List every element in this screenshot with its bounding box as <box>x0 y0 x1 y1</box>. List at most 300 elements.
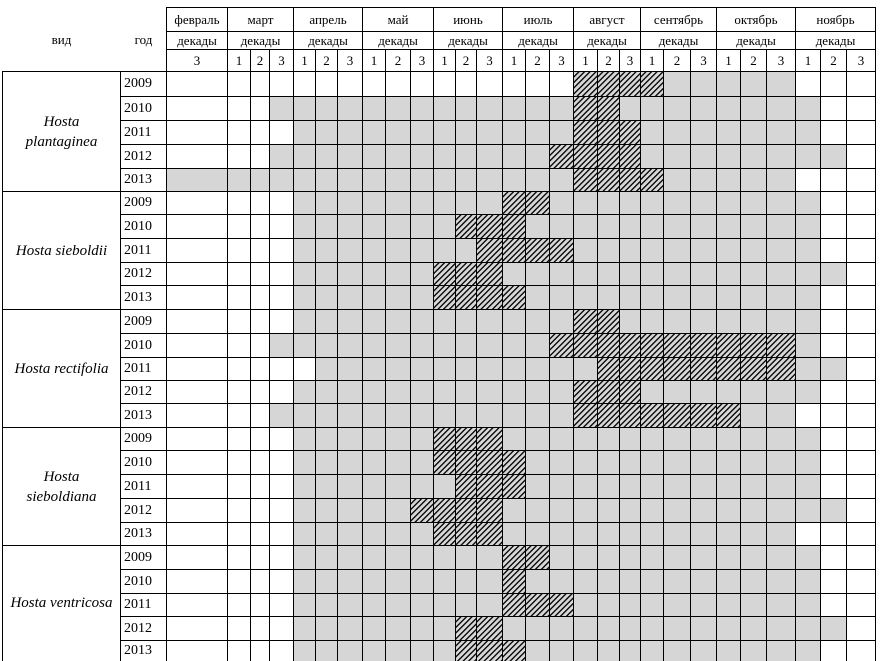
cell-hosta-plantaginea-2013-15 <box>525 168 550 192</box>
cell-hosta-sieboldii-2013-25 <box>766 285 796 310</box>
cell-hosta-ventricosa-2010-15 <box>525 569 550 594</box>
cell-hosta-rectifolia-2009-9 <box>385 309 411 334</box>
decade-number-8: 2 <box>394 52 402 68</box>
grid-vline <box>740 49 741 661</box>
cell-hosta-ventricosa-2009-13 <box>476 545 503 570</box>
cell-hosta-plantaginea-2012-7 <box>337 144 363 169</box>
cell-hosta-ventricosa-2011-21 <box>663 593 691 617</box>
cell-hosta-sieboldiana-2012-6 <box>315 498 338 523</box>
cell-hosta-sieboldii-2011-25 <box>766 238 796 263</box>
cell-hosta-sieboldiana-2010-17 <box>573 450 598 475</box>
cell-hosta-plantaginea-2012-5 <box>293 144 316 169</box>
cell-hosta-sieboldiana-2012-12 <box>455 498 477 523</box>
cell-hosta-ventricosa-2009-17 <box>573 545 598 570</box>
decades-header-4: декады <box>448 32 488 48</box>
cell-hosta-ventricosa-2013-17 <box>573 640 598 661</box>
year-label: 2012 <box>124 620 152 636</box>
grid-hline <box>120 191 876 192</box>
cell-hosta-rectifolia-2011-24 <box>740 357 767 381</box>
cell-hosta-ventricosa-2012-20 <box>640 616 664 641</box>
cell-hosta-sieboldiana-2009-10 <box>410 427 434 451</box>
cell-hosta-sieboldii-2012-12 <box>455 262 477 286</box>
cell-hosta-sieboldii-2009-9 <box>385 191 411 215</box>
cell-hosta-sieboldii-2010-9 <box>385 214 411 239</box>
grid-vline <box>455 49 456 661</box>
cell-hosta-rectifolia-2009-18 <box>597 309 620 334</box>
cell-hosta-rectifolia-2009-24 <box>740 309 767 334</box>
month-header-1: март <box>247 11 274 27</box>
cell-hosta-sieboldii-2013-21 <box>663 285 691 310</box>
cell-hosta-ventricosa-2010-23 <box>716 569 741 594</box>
cell-hosta-ventricosa-2010-11 <box>433 569 456 594</box>
cell-hosta-sieboldii-2009-26 <box>795 191 821 215</box>
cell-hosta-sieboldii-2012-27 <box>820 262 847 286</box>
cell-hosta-plantaginea-2011-7 <box>337 120 363 145</box>
cell-hosta-sieboldiana-2013-12 <box>455 522 477 546</box>
cell-hosta-sieboldiana-2011-11 <box>433 474 456 499</box>
year-label: 2011 <box>124 361 152 376</box>
cell-hosta-rectifolia-2013-14 <box>502 403 526 428</box>
cell-hosta-sieboldiana-2009-26 <box>795 427 821 451</box>
cell-hosta-ventricosa-2010-14 <box>502 569 526 594</box>
cell-hosta-ventricosa-2011-17 <box>573 593 598 617</box>
cell-hosta-rectifolia-2012-24 <box>740 380 767 404</box>
cell-hosta-sieboldii-2013-16 <box>549 285 574 310</box>
month-divider <box>227 7 228 661</box>
cell-hosta-sieboldii-2013-13 <box>476 285 503 310</box>
cell-hosta-rectifolia-2011-21 <box>663 357 691 381</box>
month-header-5: июль <box>523 11 553 27</box>
cell-hosta-sieboldiana-2011-18 <box>597 474 620 499</box>
cell-hosta-ventricosa-2013-6 <box>315 640 338 661</box>
cell-hosta-plantaginea-2009-25 <box>766 71 796 97</box>
cell-hosta-plantaginea-2013-3 <box>250 168 270 192</box>
cell-hosta-rectifolia-2012-21 <box>663 380 691 404</box>
cell-hosta-rectifolia-2010-26 <box>795 333 821 358</box>
cell-hosta-ventricosa-2009-19 <box>619 545 641 570</box>
cell-hosta-ventricosa-2010-16 <box>549 569 574 594</box>
cell-hosta-sieboldii-2010-23 <box>716 214 741 239</box>
cell-hosta-rectifolia-2012-20 <box>640 380 664 404</box>
cell-hosta-ventricosa-2011-19 <box>619 593 641 617</box>
cell-hosta-plantaginea-2012-10 <box>410 144 434 169</box>
cell-hosta-plantaginea-2011-21 <box>663 120 691 145</box>
cell-hosta-sieboldiana-2013-10 <box>410 522 434 546</box>
cell-hosta-sieboldiana-2010-20 <box>640 450 664 475</box>
cell-hosta-sieboldiana-2010-13 <box>476 450 503 475</box>
cell-hosta-plantaginea-2011-15 <box>525 120 550 145</box>
cell-hosta-rectifolia-2013-16 <box>549 403 574 428</box>
species-label: Hosta plantaginea <box>25 113 98 150</box>
cell-hosta-sieboldii-2009-13 <box>476 191 503 215</box>
month-divider <box>433 7 434 661</box>
cell-hosta-plantaginea-2012-21 <box>663 144 691 169</box>
year-label: 2013 <box>124 407 152 423</box>
cell-hosta-ventricosa-2010-17 <box>573 569 598 594</box>
cell-hosta-rectifolia-2012-8 <box>362 380 386 404</box>
cell-hosta-rectifolia-2010-21 <box>663 333 691 358</box>
cell-hosta-sieboldiana-2013-15 <box>525 522 550 546</box>
cell-hosta-rectifolia-2011-12 <box>455 357 477 381</box>
cell-hosta-sieboldii-2012-5 <box>293 262 316 286</box>
cell-hosta-ventricosa-2012-19 <box>619 616 641 641</box>
cell-hosta-sieboldiana-2011-17 <box>573 474 598 499</box>
cell-hosta-rectifolia-2011-8 <box>362 357 386 381</box>
grid-hline <box>120 427 876 428</box>
grid-hline <box>120 144 876 145</box>
cell-hosta-plantaginea-2010-21 <box>663 96 691 121</box>
cell-hosta-ventricosa-2012-7 <box>337 616 363 641</box>
cell-hosta-ventricosa-2013-26 <box>795 640 821 661</box>
cell-hosta-plantaginea-2013-19 <box>619 168 641 192</box>
decade-number-10: 1 <box>441 52 448 68</box>
cell-hosta-ventricosa-2010-26 <box>795 569 821 594</box>
cell-hosta-plantaginea-2010-25 <box>766 96 796 121</box>
grid-vline <box>166 7 167 661</box>
cell-hosta-ventricosa-2012-23 <box>716 616 741 641</box>
cell-hosta-sieboldii-2011-6 <box>315 238 338 263</box>
cell-hosta-sieboldii-2009-10 <box>410 191 434 215</box>
cell-hosta-plantaginea-2011-8 <box>362 120 386 145</box>
cell-hosta-sieboldiana-2013-16 <box>549 522 574 546</box>
cell-hosta-sieboldiana-2012-25 <box>766 498 796 523</box>
grid-hline <box>120 474 876 475</box>
cell-hosta-sieboldiana-2011-15 <box>525 474 550 499</box>
cell-hosta-sieboldiana-2009-21 <box>663 427 691 451</box>
cell-hosta-sieboldiana-2010-16 <box>549 450 574 475</box>
month-divider <box>502 7 503 661</box>
cell-hosta-plantaginea-2011-25 <box>766 120 796 145</box>
cell-hosta-sieboldii-2011-12 <box>455 238 477 263</box>
cell-hosta-rectifolia-2013-7 <box>337 403 363 428</box>
cell-hosta-sieboldii-2011-15 <box>525 238 550 263</box>
cell-hosta-ventricosa-2012-5 <box>293 616 316 641</box>
decade-number-26: 2 <box>830 52 837 68</box>
cell-hosta-rectifolia-2012-17 <box>573 380 598 404</box>
cell-hosta-sieboldiana-2013-6 <box>315 522 338 546</box>
cell-hosta-plantaginea-2010-14 <box>502 96 526 121</box>
cell-hosta-ventricosa-2011-23 <box>716 593 741 617</box>
grid-vline <box>337 49 338 661</box>
decade-number-14: 2 <box>534 52 541 68</box>
cell-hosta-ventricosa-2009-5 <box>293 545 316 570</box>
cell-hosta-sieboldiana-2012-13 <box>476 498 503 523</box>
cell-hosta-plantaginea-2013-20 <box>640 168 664 192</box>
decades-header-7: декады <box>658 32 699 48</box>
cell-hosta-rectifolia-2010-14 <box>502 333 526 358</box>
cell-hosta-sieboldii-2011-18 <box>597 238 620 263</box>
cell-hosta-sieboldii-2012-21 <box>663 262 691 286</box>
cell-hosta-rectifolia-2011-13 <box>476 357 503 381</box>
grid-hline <box>120 593 876 594</box>
cell-hosta-sieboldii-2013-22 <box>690 285 717 310</box>
cell-hosta-ventricosa-2011-25 <box>766 593 796 617</box>
cell-hosta-plantaginea-2012-15 <box>525 144 550 169</box>
cell-hosta-sieboldii-2010-8 <box>362 214 386 239</box>
cell-hosta-sieboldiana-2010-6 <box>315 450 338 475</box>
cell-hosta-sieboldiana-2012-15 <box>525 498 550 523</box>
cell-hosta-sieboldii-2012-15 <box>525 262 550 286</box>
cell-hosta-rectifolia-2009-16 <box>549 309 574 334</box>
cell-hosta-sieboldii-2010-19 <box>619 214 641 239</box>
cell-hosta-rectifolia-2013-10 <box>410 403 434 428</box>
cell-hosta-plantaginea-2012-13 <box>476 144 503 169</box>
cell-hosta-plantaginea-2013-10 <box>410 168 434 192</box>
cell-hosta-sieboldiana-2013-13 <box>476 522 503 546</box>
decade-number-23: 2 <box>750 52 757 68</box>
cell-hosta-sieboldii-2012-23 <box>716 262 741 286</box>
cell-hosta-ventricosa-2013-16 <box>549 640 574 661</box>
year-label: 2010 <box>124 454 152 470</box>
cell-hosta-rectifolia-2013-11 <box>433 403 456 428</box>
cell-hosta-ventricosa-2012-21 <box>663 616 691 641</box>
cell-hosta-ventricosa-2011-9 <box>385 593 411 617</box>
cell-hosta-sieboldii-2011-8 <box>362 238 386 263</box>
cell-hosta-plantaginea-2012-17 <box>573 144 598 169</box>
decade-number-22: 1 <box>725 52 732 68</box>
year-label: 2010 <box>124 337 152 353</box>
year-label: 2010 <box>124 573 152 589</box>
cell-hosta-sieboldii-2009-5 <box>293 191 316 215</box>
cell-hosta-sieboldii-2011-5 <box>293 238 316 263</box>
cell-hosta-sieboldiana-2009-12 <box>455 427 477 451</box>
cell-hosta-sieboldiana-2011-8 <box>362 474 386 499</box>
cell-hosta-rectifolia-2011-15 <box>525 357 550 381</box>
cell-hosta-ventricosa-2012-25 <box>766 616 796 641</box>
cell-hosta-sieboldii-2013-24 <box>740 285 767 310</box>
decades-header-1: декады <box>240 32 281 48</box>
cell-hosta-plantaginea-2013-4 <box>269 168 294 192</box>
cell-hosta-sieboldiana-2013-24 <box>740 522 767 546</box>
cell-hosta-sieboldiana-2010-14 <box>502 450 526 475</box>
year-label: 2012 <box>124 266 152 281</box>
cell-hosta-ventricosa-2010-9 <box>385 569 411 594</box>
cell-hosta-rectifolia-2011-9 <box>385 357 411 381</box>
grid-hline <box>120 403 876 404</box>
cell-hosta-sieboldiana-2012-24 <box>740 498 767 523</box>
cell-hosta-rectifolia-2011-25 <box>766 357 796 381</box>
cell-hosta-sieboldii-2009-15 <box>525 191 550 215</box>
cell-hosta-ventricosa-2013-19 <box>619 640 641 661</box>
cell-hosta-plantaginea-2013-23 <box>716 168 741 192</box>
decades-header-8: декады <box>736 32 776 48</box>
grid-vline <box>549 49 550 661</box>
grid-hline <box>120 569 876 570</box>
year-label: 2011 <box>124 124 152 140</box>
year-column-header: год <box>134 31 153 47</box>
cell-hosta-ventricosa-2012-10 <box>410 616 434 641</box>
cell-hosta-sieboldii-2013-11 <box>433 285 456 310</box>
cell-hosta-sieboldii-2013-17 <box>573 285 598 310</box>
month-header-9: ноябрь <box>816 11 855 27</box>
cell-hosta-ventricosa-2010-21 <box>663 569 691 594</box>
cell-hosta-sieboldiana-2009-24 <box>740 427 767 451</box>
cell-hosta-plantaginea-2009-24 <box>740 71 767 97</box>
grid-hline <box>120 309 876 310</box>
cell-hosta-ventricosa-2009-8 <box>362 545 386 570</box>
grid-hline <box>120 498 876 499</box>
cell-hosta-rectifolia-2012-10 <box>410 380 434 404</box>
cell-hosta-sieboldiana-2012-23 <box>716 498 741 523</box>
cell-hosta-plantaginea-2010-15 <box>525 96 550 121</box>
cell-hosta-rectifolia-2013-25 <box>766 403 796 428</box>
cell-hosta-plantaginea-2013-5 <box>293 168 316 192</box>
cell-hosta-rectifolia-2010-24 <box>740 333 767 358</box>
cell-hosta-sieboldiana-2011-26 <box>795 474 821 499</box>
cell-hosta-rectifolia-2013-17 <box>573 403 598 428</box>
decades-header-2: декады <box>308 32 348 48</box>
cell-hosta-plantaginea-2012-25 <box>766 144 796 169</box>
cell-hosta-ventricosa-2012-24 <box>740 616 767 641</box>
cell-hosta-rectifolia-2009-14 <box>502 309 526 334</box>
cell-hosta-sieboldii-2010-13 <box>476 214 503 239</box>
cell-hosta-ventricosa-2009-26 <box>795 545 821 570</box>
cell-hosta-plantaginea-2010-4 <box>269 96 294 121</box>
cell-hosta-plantaginea-2010-12 <box>455 96 477 121</box>
cell-hosta-rectifolia-2012-7 <box>337 380 363 404</box>
cell-hosta-sieboldiana-2012-8 <box>362 498 386 523</box>
grid-vline <box>766 49 767 661</box>
cell-hosta-sieboldii-2009-25 <box>766 191 796 215</box>
cell-hosta-sieboldiana-2010-7 <box>337 450 363 475</box>
cell-hosta-plantaginea-2013-11 <box>433 168 456 192</box>
cell-hosta-rectifolia-2009-19 <box>619 309 641 334</box>
cell-hosta-plantaginea-2012-12 <box>455 144 477 169</box>
cell-hosta-ventricosa-2012-14 <box>502 616 526 641</box>
cell-hosta-sieboldiana-2013-9 <box>385 522 411 546</box>
species-column-header: вид <box>51 31 72 47</box>
cell-hosta-rectifolia-2010-6 <box>315 333 338 358</box>
cell-hosta-sieboldiana-2011-7 <box>337 474 363 499</box>
cell-hosta-sieboldiana-2012-18 <box>597 498 620 523</box>
cell-hosta-rectifolia-2010-13 <box>476 333 503 358</box>
cell-hosta-ventricosa-2009-20 <box>640 545 664 570</box>
cell-hosta-sieboldiana-2011-24 <box>740 474 767 499</box>
cell-hosta-sieboldii-2012-22 <box>690 262 717 286</box>
year-label: 2011 <box>124 597 152 612</box>
cell-hosta-sieboldii-2009-12 <box>455 191 477 215</box>
cell-hosta-ventricosa-2009-16 <box>549 545 574 570</box>
cell-hosta-sieboldiana-2012-11 <box>433 498 456 523</box>
cell-hosta-ventricosa-2013-5 <box>293 640 316 661</box>
cell-hosta-sieboldiana-2012-20 <box>640 498 664 523</box>
cell-hosta-ventricosa-2012-27 <box>820 616 847 641</box>
cell-hosta-plantaginea-2010-23 <box>716 96 741 121</box>
cell-hosta-sieboldii-2011-16 <box>549 238 574 263</box>
grid-vline <box>820 49 821 661</box>
cell-hosta-plantaginea-2013-12 <box>455 168 477 192</box>
cell-hosta-plantaginea-2010-5 <box>293 96 316 121</box>
cell-hosta-sieboldiana-2009-6 <box>315 427 338 451</box>
cell-hosta-plantaginea-2010-9 <box>385 96 411 121</box>
cell-hosta-plantaginea-2010-24 <box>740 96 767 121</box>
month-header-7: сентябрь <box>653 11 704 27</box>
cell-hosta-ventricosa-2009-10 <box>410 545 434 570</box>
cell-hosta-rectifolia-2011-17 <box>573 357 598 381</box>
cell-hosta-plantaginea-2009-21 <box>663 71 691 97</box>
cell-hosta-rectifolia-2010-17 <box>573 333 598 358</box>
cell-hosta-sieboldii-2009-23 <box>716 191 741 215</box>
grid-hline <box>120 522 876 523</box>
cell-hosta-ventricosa-2010-10 <box>410 569 434 594</box>
cell-hosta-plantaginea-2010-8 <box>362 96 386 121</box>
cell-hosta-plantaginea-2011-16 <box>549 120 574 145</box>
cell-hosta-rectifolia-2009-26 <box>795 309 821 334</box>
cell-hosta-rectifolia-2011-14 <box>502 357 526 381</box>
cell-hosta-rectifolia-2011-18 <box>597 357 620 381</box>
cell-hosta-ventricosa-2013-22 <box>690 640 717 661</box>
cell-hosta-plantaginea-2011-18 <box>597 120 620 145</box>
cell-hosta-rectifolia-2009-6 <box>315 309 338 334</box>
cell-hosta-sieboldii-2010-26 <box>795 214 821 239</box>
year-label: 2009 <box>124 76 152 91</box>
cell-hosta-ventricosa-2009-24 <box>740 545 767 570</box>
cell-hosta-plantaginea-2010-16 <box>549 96 574 121</box>
year-label: 2012 <box>124 502 152 518</box>
cell-hosta-rectifolia-2012-18 <box>597 380 620 404</box>
grid-vline <box>250 49 251 661</box>
cell-hosta-plantaginea-2009-22 <box>690 71 717 97</box>
cell-hosta-ventricosa-2009-21 <box>663 545 691 570</box>
cell-hosta-sieboldiana-2010-24 <box>740 450 767 475</box>
cell-hosta-plantaginea-2010-19 <box>619 96 641 121</box>
grid-hline <box>120 616 876 617</box>
decade-number-27: 3 <box>857 52 865 68</box>
cell-hosta-sieboldiana-2013-7 <box>337 522 363 546</box>
cell-hosta-sieboldiana-2013-21 <box>663 522 691 546</box>
cell-hosta-sieboldiana-2010-12 <box>455 450 477 475</box>
cell-hosta-sieboldii-2009-19 <box>619 191 641 215</box>
cell-hosta-sieboldiana-2009-13 <box>476 427 503 451</box>
cell-hosta-sieboldii-2010-18 <box>597 214 620 239</box>
decade-number-25: 1 <box>804 52 812 68</box>
cell-hosta-sieboldiana-2009-22 <box>690 427 717 451</box>
cell-hosta-ventricosa-2010-12 <box>455 569 477 594</box>
cell-hosta-plantaginea-2011-22 <box>690 120 717 145</box>
cell-hosta-plantaginea-2009-23 <box>716 71 741 97</box>
cell-hosta-sieboldiana-2012-14 <box>502 498 526 523</box>
cell-hosta-sieboldiana-2012-16 <box>549 498 574 523</box>
cell-hosta-rectifolia-2012-16 <box>549 380 574 404</box>
grid-hline <box>120 357 876 358</box>
month-divider <box>293 7 294 661</box>
cell-hosta-sieboldii-2010-11 <box>433 214 456 239</box>
cell-hosta-rectifolia-2012-26 <box>795 380 821 404</box>
cell-hosta-plantaginea-2012-9 <box>385 144 411 169</box>
cell-hosta-rectifolia-2011-6 <box>315 357 338 381</box>
cell-hosta-ventricosa-2012-13 <box>476 616 503 641</box>
cell-hosta-rectifolia-2013-9 <box>385 403 411 428</box>
cell-hosta-plantaginea-2012-16 <box>549 144 574 169</box>
grid-hline <box>120 640 876 641</box>
cell-hosta-plantaginea-2013-16 <box>549 168 574 192</box>
cell-hosta-rectifolia-2011-22 <box>690 357 717 381</box>
decade-number-19: 1 <box>648 52 656 68</box>
cell-hosta-sieboldii-2011-20 <box>640 238 664 263</box>
grid-vline <box>597 49 598 661</box>
cell-hosta-rectifolia-2011-11 <box>433 357 456 381</box>
cell-hosta-plantaginea-2013-17 <box>573 168 598 192</box>
cell-hosta-sieboldiana-2010-25 <box>766 450 796 475</box>
cell-hosta-plantaginea-2010-11 <box>433 96 456 121</box>
cell-hosta-plantaginea-2011-24 <box>740 120 767 145</box>
cell-hosta-sieboldii-2013-12 <box>455 285 477 310</box>
cell-hosta-plantaginea-2011-13 <box>476 120 503 145</box>
cell-hosta-ventricosa-2010-22 <box>690 569 717 594</box>
grid-hline <box>120 285 876 286</box>
decade-number-12: 3 <box>486 52 493 68</box>
cell-hosta-rectifolia-2009-5 <box>293 309 316 334</box>
